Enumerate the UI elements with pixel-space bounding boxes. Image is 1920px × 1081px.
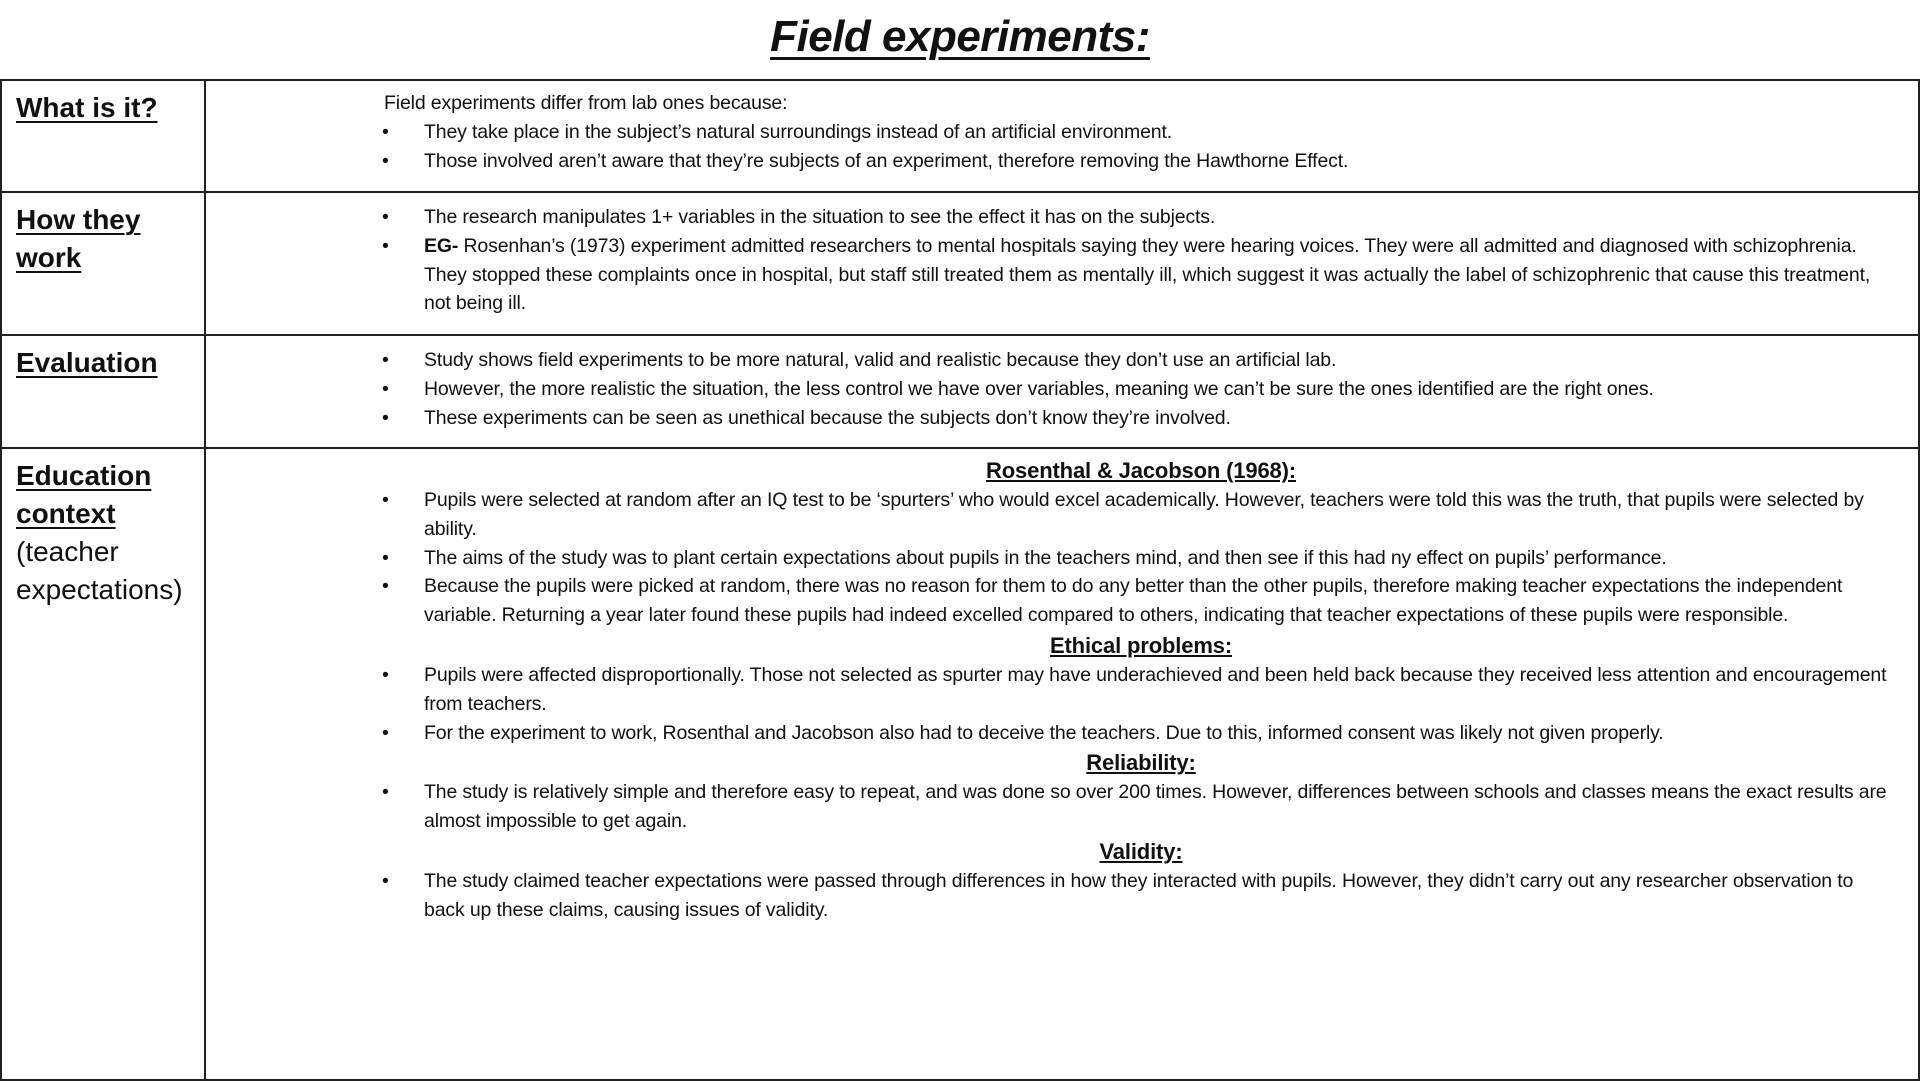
- row-heading: What is it?: [16, 92, 158, 123]
- section-title: Rosenthal & Jacobson (1968):: [986, 458, 1296, 483]
- intro-text: Field experiments differ from lab ones because:: [384, 92, 788, 114]
- list-item: • These experiments can be seen as unethical because the subjects don’t know they’re involved.: [424, 404, 1898, 433]
- row-education-context: [1, 448, 1919, 1080]
- list-item: • The study is relatively simple and therefore easy to repeat, and was done so over 200 times. However, differences between schools and classes means the exact results are almost impossible to get again.: [424, 778, 1898, 836]
- section-title: Ethical problems:: [1049, 632, 1233, 658]
- page-title: Field experiments:: [770, 12, 1150, 61]
- list-item: • The study claimed teacher expectations were passed through differences in how they interacted with pupils. However, they didn’t carry out any researcher observation to back up these claims, causing issues of validity.: [424, 867, 1898, 925]
- row-heading: How they work: [16, 204, 141, 273]
- row-what-is-it: [1, 80, 1919, 192]
- row-heading: Evaluation: [16, 347, 158, 378]
- content-table: [0, 79, 1920, 1081]
- section-title: Validity:: [1099, 838, 1183, 864]
- row-how-they-work: [1, 192, 1919, 335]
- list-item: • Pupils were affected disproportionally. Those not selected as spurter may have underachieved and been held back because they received less attention and encouragement from teachers.: [424, 661, 1898, 719]
- list-item: • However, the more realistic the situation, the less control we have over variables, meaning we can’t be sure the ones identified are the right ones.: [424, 375, 1898, 404]
- list-item: [424, 232, 1898, 318]
- eg-text: Rosenhan’s (1973) experiment admitted researchers to mental hospitals saying they were hearing voices. They were all admitted and diagnosed with schizophrenia. They stopped these complaints once in hospital, but staff still treated them as mentally ill, which suggest it was actually the label of schizophrenic that cause this treatment, not being ill.: [424, 234, 1871, 315]
- list-item: • They take place in the subject’s natural surroundings instead of an artificial environment.: [424, 118, 1898, 147]
- list-item: • Pupils were selected at random after an IQ test to be ‘spurters’ who would excel academically. However, teachers were told this was the truth, that pupils were selected by ability.: [424, 486, 1898, 544]
- list-item: • Study shows field experiments to be more natural, valid and realistic because they don’t use an artificial lab.: [424, 346, 1898, 375]
- list-item: • The aims of the study was to plant certain expectations about pupils in the teachers mind, and then see if this had ny effect on pupils’ performance.: [424, 544, 1898, 573]
- row-heading: Education context: [16, 460, 152, 529]
- eg-label: EG-: [424, 234, 459, 257]
- section-title: Reliability:: [1086, 750, 1196, 776]
- row-evaluation: [1, 335, 1919, 448]
- row-subheading: (teacher expectations): [16, 536, 183, 605]
- list-item: • Those involved aren’t aware that they’re subjects of an experiment, therefore removing the Hawthorne Effect.: [424, 147, 1898, 176]
- list-item: • For the experiment to work, Rosenthal and Jacobson also had to deceive the teachers. Due to this, informed consent was likely not given properly.: [424, 719, 1898, 748]
- list-item: • The research manipulates 1+ variables in the situation to see the effect it has on the subjects.: [424, 203, 1898, 232]
- list-item: • Because the pupils were picked at random, there was no reason for them to do any better than the other pupils, therefore making teacher expectations the independent variable. Returning a year later found these pupils had indeed excelled compared to others, indicating that teacher expectations of these pupils were responsible.: [424, 572, 1898, 630]
